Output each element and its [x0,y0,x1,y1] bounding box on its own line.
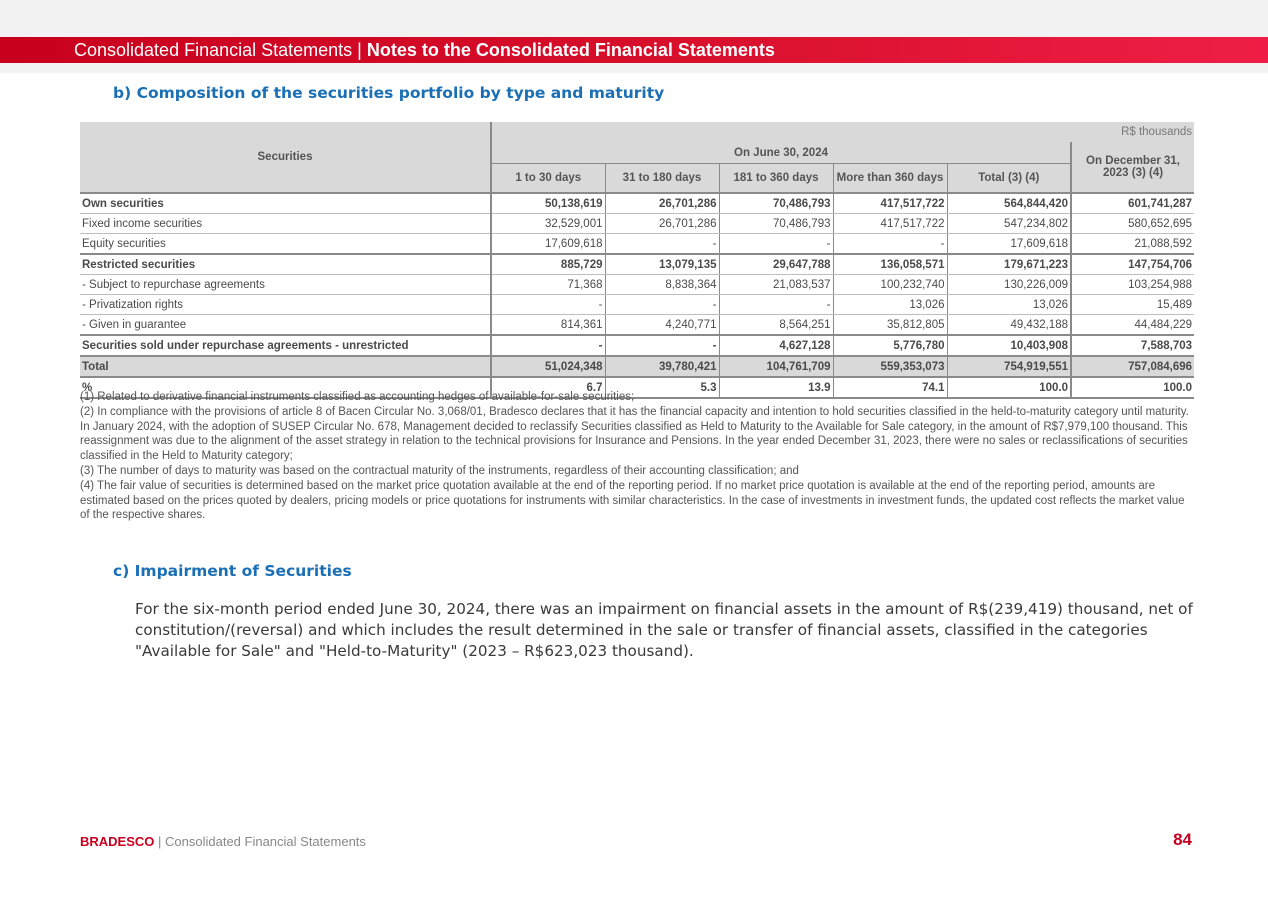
header-section: Consolidated Financial Statements | [74,40,362,60]
cell: 29,647,788 [719,254,833,275]
row-label: Own securities [80,193,491,214]
cell: - [605,335,719,356]
header-subsection: Notes to the Consolidated Financial Statements [366,40,775,60]
cell: 5,776,780 [833,335,947,356]
cell: - [491,295,605,315]
col-header-securities: Securities [80,122,491,193]
cell: 757,084,696 [1071,356,1194,377]
cell: 21,083,537 [719,275,833,295]
cell: 4,240,771 [605,315,719,336]
section-b-title: b) Composition of the securities portfolio by type and maturity [113,84,665,102]
cell: 26,701,286 [605,193,719,214]
cell: 179,671,223 [947,254,1071,275]
footnotes [80,390,1194,523]
cell: 10,403,908 [947,335,1071,356]
cell: 71,368 [491,275,605,295]
row-label: - Given in guarantee [80,315,491,336]
cell: 15,489 [1071,295,1194,315]
top-strip [0,0,1268,37]
col-header: 31 to 180 days [605,164,719,194]
row-label: - Privatization rights [80,295,491,315]
cell: 39,780,421 [605,356,719,377]
cell: 7,588,703 [1071,335,1194,356]
table-row [80,234,1194,255]
cell: 21,088,592 [1071,234,1194,255]
row-label: Securities sold under repurchase agreements - unrestricted [80,335,491,356]
col-header: 1 to 30 days [491,164,605,194]
footer-left [80,834,366,849]
cell: - [719,295,833,315]
cell: 13,026 [947,295,1071,315]
cell: 100.0 [1071,377,1194,398]
footnote-2: (2) In compliance with the provisions of article 8 of Bacen Circular No. 3,068/01, Bradesco declares that it has the financial capacity and intention to hold securities classified in the held-to-maturity category until maturity. In January 2024, with the adoption of SUSEP Circular No. 678, Management decided to reclassify Securities classified as Held to Maturity to the Available for Sale category, in the amount of R$7,979,100 thousand. This reassignment was due to the alignment of the asset strategy in relation to the technical provisions for Insurance and Pensions. In the year ended December 31, 2023, there were no sales or reclassifications of securities classified in the Held to Maturity category; [80,405,1189,463]
cell: - [719,234,833,255]
cell: 417,517,722 [833,214,947,234]
col-header: 181 to 360 days [719,164,833,194]
cell: - [833,234,947,255]
cell: 417,517,722 [833,193,947,214]
cell: 35,812,805 [833,315,947,336]
cell: 26,701,286 [605,214,719,234]
row-label: - Subject to repurchase agreements [80,275,491,295]
cell: 49,432,188 [947,315,1071,336]
table-row [80,315,1194,336]
cell: 754,919,551 [947,356,1071,377]
cell: 814,361 [491,315,605,336]
cell: 17,609,618 [947,234,1071,255]
row-label: Equity securities [80,234,491,255]
cell: - [605,295,719,315]
table-row [80,193,1194,214]
cell: 51,024,348 [491,356,605,377]
cell: 8,838,364 [605,275,719,295]
footnote-4: (4) The fair value of securities is determined based on the market price quotation available at the end of the reporting period. If no market price quotation is available at the end of the reporting period, amounts are estimated based on the prices quoted by dealers, pricing models or price quotations for instruments with similar characteristics. In the case of investments in investment funds, the updated cost reflects the market value of the respective shares. [80,479,1185,522]
table-row [80,275,1194,295]
table-row [80,295,1194,315]
cell: 147,754,706 [1071,254,1194,275]
cell: 4,627,128 [719,335,833,356]
table-row [80,254,1194,275]
col-header: More than 360 days [833,164,947,194]
cell: 74.1 [833,377,947,398]
cell: 50,138,619 [491,193,605,214]
cell: 17,609,618 [491,234,605,255]
cell: 70,486,793 [719,214,833,234]
securities-table [80,122,1194,399]
col-header-dec-2023: On December 31, 2023 (3) (4) [1071,142,1194,193]
cell: 13,079,135 [605,254,719,275]
header-banner [0,37,1268,63]
footer-brand: BRADESCO [80,834,155,849]
row-label: Total [80,356,491,377]
cell: 104,761,709 [719,356,833,377]
cell: 564,844,420 [947,193,1071,214]
footer-title: Consolidated Financial Statements [165,834,366,849]
cell: 885,729 [491,254,605,275]
cell: 547,234,802 [947,214,1071,234]
cell: 6.7 [491,377,605,398]
footnote-1: (1) Related to derivative financial instruments classified as accounting hedges of available-for-sale securities; [80,391,635,403]
cell: 5.3 [605,377,719,398]
unit-label: R$ thousands [491,122,1194,142]
cell: 103,254,988 [1071,275,1194,295]
header-underline [0,63,1268,73]
col-header: Total (3) (4) [947,164,1071,194]
footer-separator: | [154,834,166,849]
cell: 13.9 [719,377,833,398]
cell: 13,026 [833,295,947,315]
cell: 8,564,251 [719,315,833,336]
cell: 559,353,073 [833,356,947,377]
section-c-title: c) Impairment of Securities [113,562,352,580]
cell: - [605,234,719,255]
page-number: 84 [1173,830,1192,849]
cell: - [491,335,605,356]
cell: 580,652,695 [1071,214,1194,234]
table-row [80,335,1194,356]
impairment-paragraph: For the six-month period ended June 30, 2024, there was an impairment on financial assets in the amount of R$(239,419) thousand, net of constitution/(reversal) and which includes the result determined in the sale or transfer of financial assets, classified in the categories "Available for Sale" and "Held-to-Maturity" (2023 – R$623,023 thousand). [135,600,1193,660]
row-label: Fixed income securities [80,214,491,234]
table-row-total [80,356,1194,377]
cell: 601,741,287 [1071,193,1194,214]
cell: 70,486,793 [719,193,833,214]
cell: 100,232,740 [833,275,947,295]
footnote-3: (3) The number of days to maturity was based on the contractual maturity of the instruments, regardless of their accounting classification; and [80,464,799,477]
table-row [80,214,1194,234]
cell: 100.0 [947,377,1071,398]
cell: 44,484,229 [1071,315,1194,336]
cell: 130,226,009 [947,275,1071,295]
row-label: Restricted securities [80,254,491,275]
cell: 32,529,001 [491,214,605,234]
cell: 136,058,571 [833,254,947,275]
row-label: % [80,377,491,398]
group-header-june-2024: On June 30, 2024 [491,142,1071,164]
